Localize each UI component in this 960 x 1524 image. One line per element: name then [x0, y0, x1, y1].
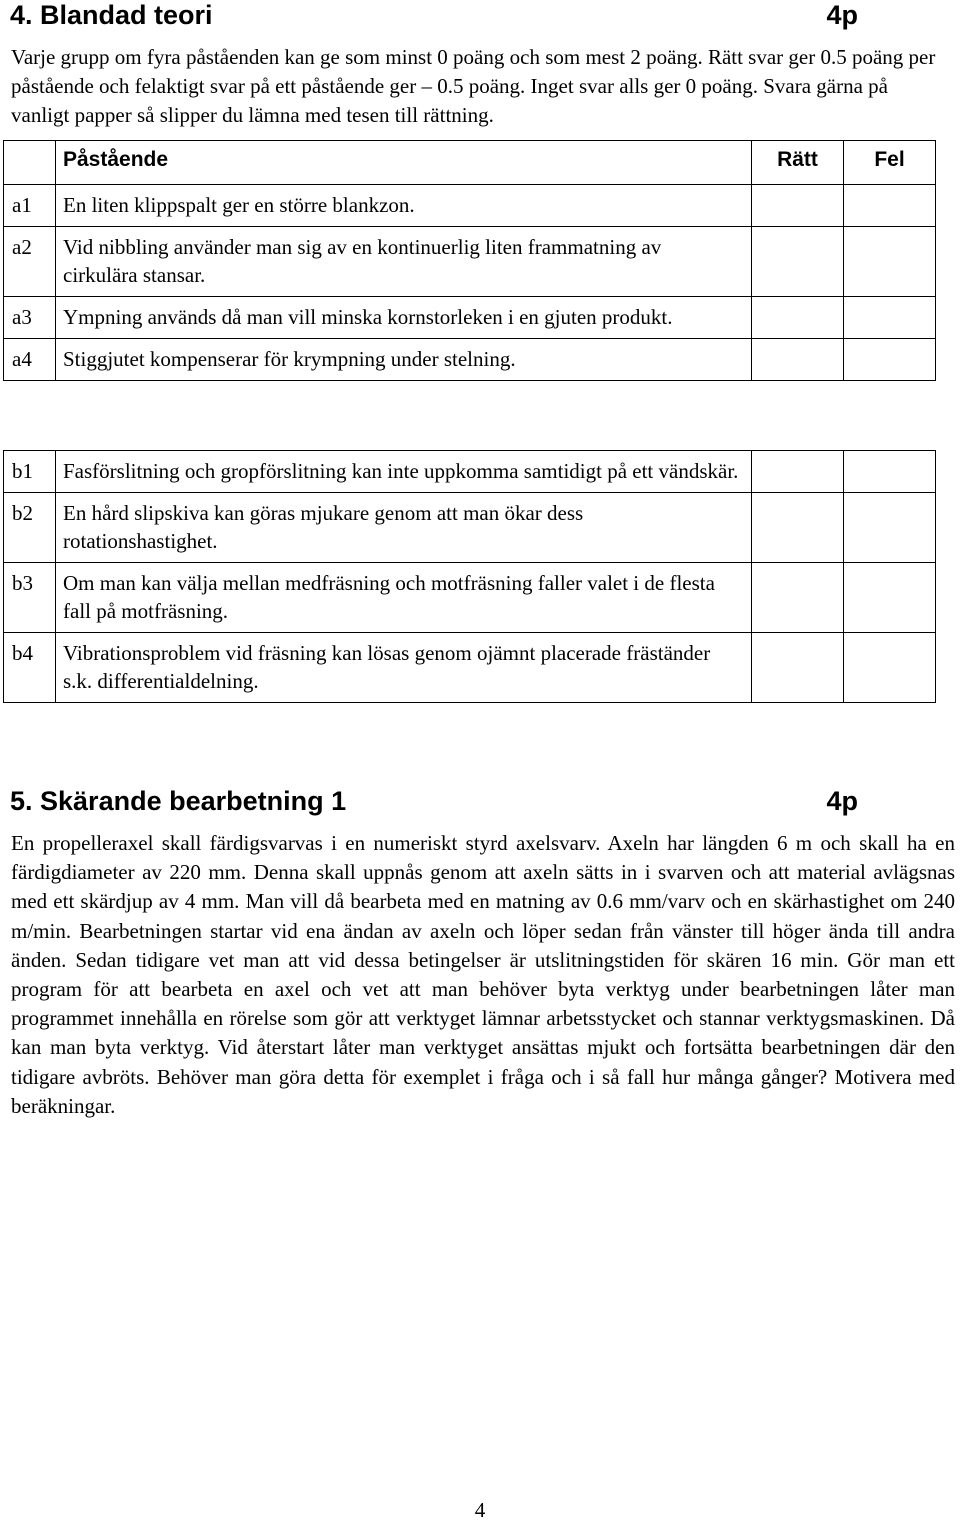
- header-wrong: Fel: [844, 141, 936, 185]
- correct-answer-box[interactable]: [752, 493, 844, 563]
- correct-answer-box[interactable]: [752, 339, 844, 381]
- section-5-heading: [10, 786, 858, 816]
- table-header-row: [4, 141, 936, 185]
- header-id-cell: [4, 141, 56, 185]
- statement-id: b4: [4, 633, 56, 703]
- statement-text: Fasförslitning och gropförslitning kan inte uppkomma samtidigt på ett vändskär.: [56, 451, 752, 493]
- table-row: [4, 493, 936, 563]
- statement-text: Stiggjutet kompenserar för krympning under stelning.: [56, 339, 752, 381]
- header-statement: Påstående: [56, 141, 752, 185]
- statement-text: En liten klippspalt ger en större blankzon.: [56, 185, 752, 227]
- correct-answer-box[interactable]: [752, 185, 844, 227]
- statement-id: a4: [4, 339, 56, 381]
- correct-answer-box[interactable]: [752, 227, 844, 297]
- table-row: [4, 633, 936, 703]
- statement-text: En hård slipskiva kan göras mjukare genom att man ökar dess rotationshastighet.: [56, 493, 752, 563]
- correct-answer-box[interactable]: [752, 451, 844, 493]
- section-4-heading: [10, 0, 858, 30]
- table-row: [4, 339, 936, 381]
- section-5-points: 4p: [826, 786, 858, 816]
- statement-id: b1: [4, 451, 56, 493]
- statement-text: Ympning används då man vill minska kornstorleken i en gjuten produkt.: [56, 297, 752, 339]
- statement-text: Vibrationsproblem vid fräsning kan lösas genom ojämnt placerade fräständer s.k. differentialdelning.: [56, 633, 752, 703]
- statement-id: b3: [4, 563, 56, 633]
- wrong-answer-box[interactable]: [844, 563, 936, 633]
- correct-answer-box[interactable]: [752, 633, 844, 703]
- statement-table-a: [3, 140, 936, 381]
- table-row: [4, 185, 936, 227]
- table-row: [4, 563, 936, 633]
- wrong-answer-box[interactable]: [844, 227, 936, 297]
- wrong-answer-box[interactable]: [844, 185, 936, 227]
- section-5-title: 5. Skärande bearbetning 1: [10, 786, 347, 816]
- table-row: [4, 297, 936, 339]
- wrong-answer-box[interactable]: [844, 451, 936, 493]
- header-correct: Rätt: [752, 141, 844, 185]
- correct-answer-box[interactable]: [752, 297, 844, 339]
- page-number: 4: [474, 1498, 486, 1522]
- statement-id: a1: [4, 185, 56, 227]
- section-4-title: 4. Blandad teori: [10, 0, 213, 30]
- wrong-answer-box[interactable]: [844, 493, 936, 563]
- statement-id: a3: [4, 297, 56, 339]
- section-5-problem-text: En propelleraxel skall färdigsvarvas i en numeriskt styrd axelsvarv. Axeln har längden 6 m och skall ha en färdigdiameter av 220 mm. Denna skall uppnås genom att axeln sätts in i svarven och att material avlägsnas med ett skärdjup av 4 mm. Man vill då bearbeta med en matning av 0.6 mm/varv och en skärhastighet om 240 m/min. Bearbetningen startar vid ena ändan av axeln och löper sedan från vänster till höger ända till andra änden. Sedan tidigare vet man att vid dessa betingelser är utslitningstiden för skären 16 min. Gör man ett program för att bearbeta en axel och vet att man behöver byta verktyg under bearbetningen låter man programmet innehålla en rörelse som gör att verktyget lämnar arbetsstycket och stannar verktygsmaskinen. Då kan man byta verktyg. Vid återstart låter man verktyget ansättas mjukt och fortsätta bearbetningen där den tidigare avbröts. Behöver man göra detta för exemplet i fråga och i så fall hur många gånger? Motivera med beräkningar.: [11, 831, 955, 1118]
- section-4-points: 4p: [826, 0, 858, 30]
- table-row: [4, 227, 936, 297]
- statement-text: Vid nibbling använder man sig av en kontinuerlig liten frammatning av cirkulära stansar.: [56, 227, 752, 297]
- section-4-intro: Varje grupp om fyra påståenden kan ge som minst 0 poäng och som mest 2 poäng. Rätt svar ger 0.5 poäng per påstående och felaktigt svar på ett påstående ger – 0.5 poäng. Inget svar alls ger 0 poäng. Svara gärna på vanligt papper så slipper du lämna med tesen till rättning.: [11, 45, 936, 127]
- wrong-answer-box[interactable]: [844, 339, 936, 381]
- statement-text: Om man kan välja mellan medfräsning och motfräsning faller valet i de flesta fall på motfräsning.: [56, 563, 752, 633]
- wrong-answer-box[interactable]: [844, 633, 936, 703]
- table-row: [4, 451, 936, 493]
- statement-id: a2: [4, 227, 56, 297]
- wrong-answer-box[interactable]: [844, 297, 936, 339]
- statement-id: b2: [4, 493, 56, 563]
- correct-answer-box[interactable]: [752, 563, 844, 633]
- statement-table-b: [3, 450, 936, 703]
